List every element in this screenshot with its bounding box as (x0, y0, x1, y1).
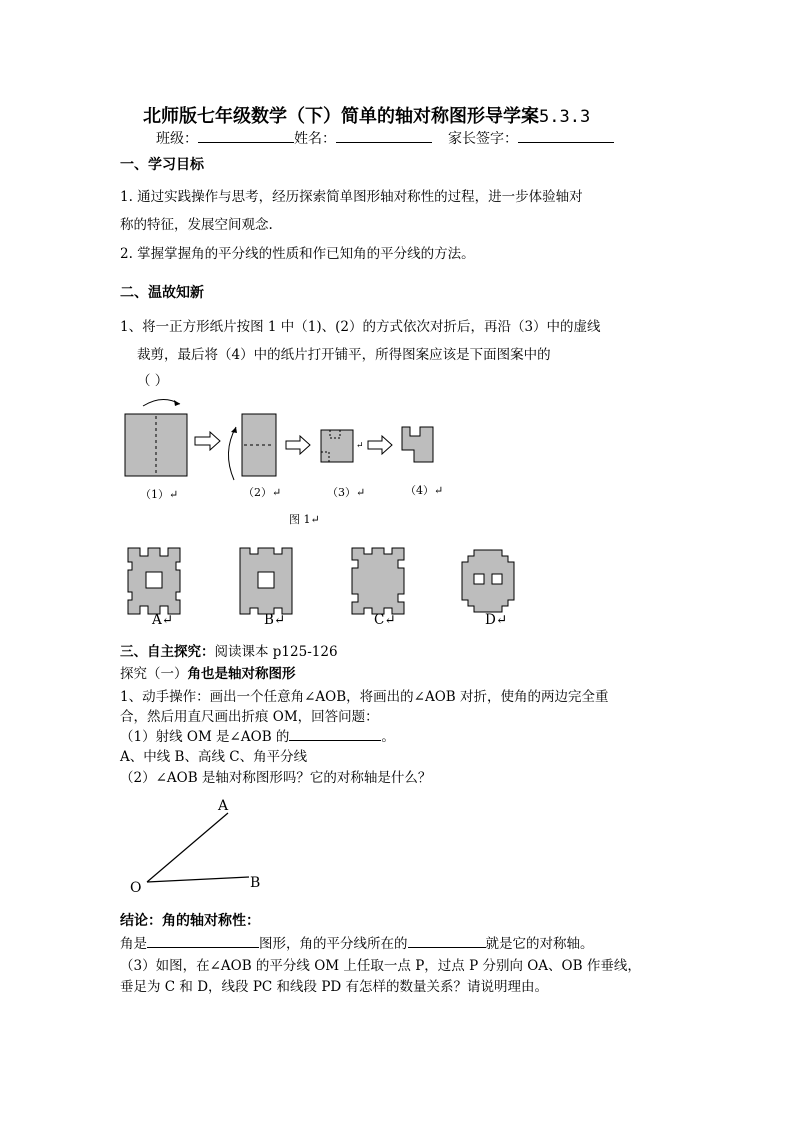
question1-line2: 裁剪，最后将（4）中的纸片打开铺平，所得图案应该是下面图案中的 (137, 347, 551, 363)
explore-heading (120, 662, 296, 682)
point-a-label: A (218, 798, 229, 814)
option-b-figure (240, 548, 292, 614)
title-version: 5.3.3 (539, 107, 591, 127)
section1-heading: 一、学习目标 (120, 157, 204, 173)
operation-line1: 1、动手操作：画出一个任意角∠AOB，将画出的∠AOB 对折，使角的两边完全重 (120, 689, 609, 705)
question-a (120, 725, 395, 745)
svg-text:↵: ↵ (356, 441, 364, 451)
conclusion-part1: 角是 (120, 936, 147, 952)
fold-step-4 (402, 427, 433, 462)
name-label: 姓名： (294, 131, 336, 147)
section2-heading: 二、温故知新 (120, 285, 204, 301)
question-a-end: 。 (381, 729, 395, 745)
parent-blank[interactable] (518, 128, 614, 143)
class-label: 班级： (156, 131, 198, 147)
section3-heading (120, 640, 338, 660)
hollow-arrow-icon (195, 432, 220, 450)
fig-label-1: （1）↵ (140, 488, 179, 501)
question3-line1: （3）如图，在∠AOB 的平分线 OM 上任取一点 P，过点 P 分别向 OA、OB 作垂线， (120, 958, 641, 974)
explore-prefix: 探究（一） (120, 666, 188, 682)
fold-step-3 (321, 430, 364, 462)
answer-bracket: （ ） (137, 373, 169, 389)
explore-title: 角也是轴对称图形 (187, 666, 296, 682)
point-o-label: O (130, 880, 142, 896)
page-title (143, 102, 590, 128)
fig-label-3: （3）↵ (327, 486, 366, 499)
option-label-d: D↵ (485, 612, 508, 628)
objective-1-line2: 称的特征，发展空间观念. (120, 217, 273, 233)
option-c-figure (352, 548, 404, 614)
option-label-b: B↵ (264, 612, 286, 628)
name-blank[interactable] (336, 128, 432, 143)
section3-heading-bold: 三、自主探究： (120, 644, 215, 660)
question-a-text: （1）射线 OM 是∠AOB 的 (120, 729, 290, 745)
operation-line2: 合，然后用直尺画出折痕 OM，回答问题： (120, 709, 379, 725)
conclusion-line (120, 932, 594, 952)
fig-label-2: （2）↵ (243, 486, 282, 499)
fig-label-4: （4）↵ (405, 484, 444, 497)
question3-line2: 垂足为 C 和 D，线段 PC 和线段 PD 有怎样的数量关系？请说明理由。 (120, 979, 549, 995)
question1-line1: 1、将一正方形纸片按图 1 中（1)、(2）的方式依次对折后，再沿（3）中的虚线 (120, 319, 601, 335)
fold-step-1 (125, 399, 187, 476)
figure-1 (110, 392, 460, 532)
answer-options (120, 540, 540, 615)
conclusion-blank-2[interactable] (408, 933, 486, 948)
hollow-arrow-icon (368, 436, 392, 454)
objective-2: 2. 掌握掌握角的平分线的性质和作已知角的平分线的方法。 (120, 246, 475, 262)
class-blank[interactable] (198, 128, 294, 143)
conclusion-blank-1[interactable] (147, 933, 259, 948)
fig-caption: 图 1↵ (289, 513, 320, 526)
title-text: 北师版七年级数学（下）简单的轴对称图形导学案 (143, 106, 539, 127)
option-label-c: C↵ (374, 612, 396, 628)
option-a-figure (128, 548, 180, 614)
conclusion-part3: 就是它的对称轴。 (485, 936, 594, 952)
conclusion-part2: 图形，角的平分线所在的 (259, 936, 408, 952)
objective-1-line1: 1. 通过实践操作与思考，经历探索简单图形轴对称性的过程，进一步体验轴对 (120, 189, 583, 205)
parent-label: 家长签字： (448, 131, 518, 147)
option-d-figure (462, 550, 514, 612)
hollow-arrow-icon (286, 436, 310, 454)
option-label-a: A↵ (152, 612, 174, 628)
question-b: （2）∠AOB 是轴对称图形吗？它的对称轴是什么？ (120, 770, 432, 786)
choices-line: A、中线 B、高线 C、角平分线 (120, 749, 308, 765)
ray-oa (147, 813, 228, 882)
point-b-label: B (250, 875, 261, 891)
info-line (156, 128, 614, 148)
fold-step-2 (228, 414, 276, 480)
section3-heading-rest: 阅读课本 p125-126 (214, 644, 338, 660)
ray-ob (147, 877, 249, 882)
conclusion-heading: 结论：角的轴对称性： (120, 913, 260, 929)
answer-blank-a[interactable] (289, 726, 381, 741)
angle-aob-diagram (125, 795, 285, 900)
